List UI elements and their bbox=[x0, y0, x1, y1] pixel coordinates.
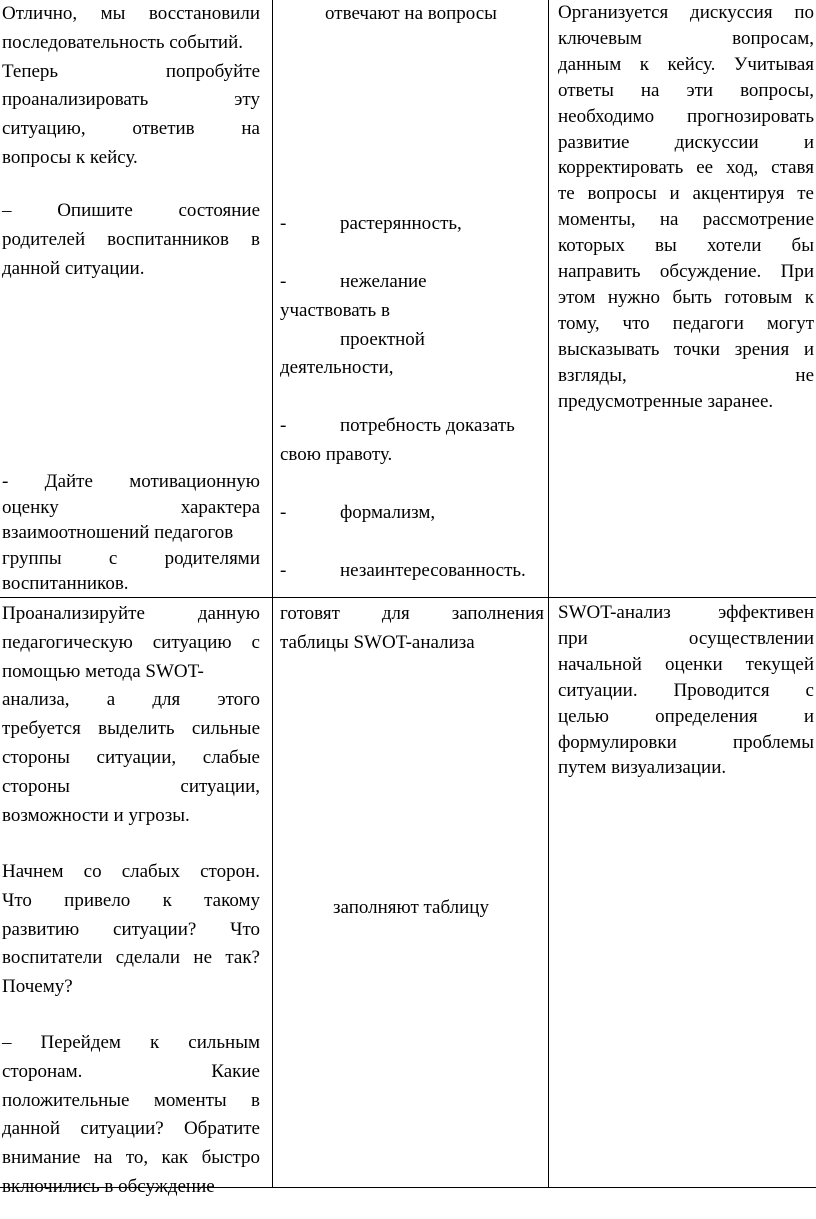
question-motivation bbox=[2, 469, 260, 597]
row1-comment bbox=[558, 0, 814, 415]
fill-table-activity: заполняют таблицу bbox=[333, 897, 489, 918]
comment-line: путем визуализации. bbox=[558, 757, 727, 779]
column-divider-1 bbox=[272, 0, 273, 1188]
prompt-line: Почему? bbox=[2, 976, 73, 998]
comment-line: данным к кейсу. Учитывая bbox=[558, 53, 814, 75]
prompt-line: развитию ситуации? Что bbox=[2, 918, 260, 940]
question-line: – Опишите состояние bbox=[2, 200, 261, 221]
column-divider-2 bbox=[548, 0, 549, 1188]
row2-swot-prompt bbox=[2, 600, 260, 830]
row-divider bbox=[0, 597, 816, 598]
question-line: - Дайте мотивационную bbox=[2, 471, 260, 492]
answer-item-cont: свою правоту. bbox=[280, 444, 393, 466]
weaknesses-question bbox=[2, 858, 260, 1002]
comment-line: начальной оценки текущей bbox=[558, 653, 814, 675]
answer-item-cont: участвовать в bbox=[280, 299, 390, 321]
prompt-line: требуется выделить сильные bbox=[2, 718, 260, 740]
comment-line: взгляды, не bbox=[558, 364, 814, 386]
prompt-line: педагогическую ситуацию с bbox=[2, 631, 260, 653]
answer-list bbox=[280, 210, 546, 586]
row2-comment bbox=[558, 600, 814, 781]
prompt-line: стороны ситуации, bbox=[2, 775, 260, 797]
prompt-line: воспитатели сделали не так? bbox=[2, 947, 260, 969]
answer-item: - незаинтересованность. bbox=[280, 560, 526, 582]
prompt-line: Начнем со слабых сторон. bbox=[2, 861, 260, 882]
question-line: родителей воспитанников в bbox=[2, 228, 260, 250]
activity-line: таблицы SWOT-анализа bbox=[280, 631, 475, 653]
comment-line: направить обсуждение. При bbox=[558, 261, 814, 283]
comment-line: предусмотренные заранее. bbox=[558, 390, 774, 412]
row2-student-activity bbox=[280, 600, 544, 658]
comment-line: высказывать точки зрения и bbox=[558, 338, 814, 360]
prompt-line: анализа, а для этого bbox=[2, 689, 260, 711]
comment-line: ситуации. Проводится с bbox=[558, 679, 814, 701]
question-line: взаимоотношений педагогов bbox=[2, 522, 234, 543]
question-line: группы с родителями bbox=[2, 547, 260, 569]
answer-item: - растерянность, bbox=[280, 213, 462, 234]
prompt-line: включились в обсуждение bbox=[2, 1175, 215, 1197]
comment-line: SWOT-анализ эффективен bbox=[558, 602, 814, 623]
prompt-line: Проанализируйте данную bbox=[2, 603, 260, 624]
row1-teacher-prompt bbox=[2, 0, 260, 173]
strengths-question bbox=[2, 1029, 260, 1202]
intro-line: проанализировать эту bbox=[2, 89, 260, 111]
comment-line: которых вы хотели бы bbox=[558, 235, 814, 257]
question-line: воспитанников. bbox=[2, 573, 129, 594]
comment-line: при осуществлении bbox=[558, 627, 814, 649]
comment-line: те вопросы и акцентируя те bbox=[558, 183, 814, 205]
intro-line: вопросы к кейсу. bbox=[2, 146, 138, 168]
prompt-line: внимание на то, как быстро bbox=[2, 1147, 260, 1169]
comment-line: формулировки проблемы bbox=[558, 731, 814, 753]
activity-line: готовят для заполнения bbox=[280, 603, 544, 624]
comment-line: Организуется дискуссия по bbox=[558, 2, 814, 23]
question-line: оценку характера bbox=[2, 496, 260, 518]
comment-line: моменты, на рассмотрение bbox=[558, 209, 814, 231]
comment-line: этом нужно быть готовым к bbox=[558, 286, 814, 308]
comment-line: развитие дискуссии и bbox=[558, 131, 814, 153]
intro-line: Теперь попробуйте bbox=[2, 60, 260, 82]
comment-line: целью определения и bbox=[558, 705, 814, 727]
intro-line: последовательность событий. bbox=[2, 31, 243, 53]
prompt-line: положительные моменты в bbox=[2, 1089, 260, 1111]
intro-line: ситуацию, ответив на bbox=[2, 118, 260, 140]
comment-line: ответы на эти вопросы, bbox=[558, 79, 814, 101]
comment-line: тому, что педагоги могут bbox=[558, 312, 814, 334]
answer-item-cont: проектной bbox=[340, 328, 425, 350]
answer-item: - формализм, bbox=[280, 502, 436, 524]
comment-line: ключевым вопросам, bbox=[558, 27, 814, 49]
answer-item: - нежелание bbox=[280, 271, 427, 292]
answer-item: - потребность доказать bbox=[280, 415, 515, 437]
prompt-line: Что привело к такому bbox=[2, 889, 260, 911]
comment-line: корректировать ее ход, ставя bbox=[558, 157, 814, 179]
prompt-line: данной ситуации? Обратите bbox=[2, 1118, 260, 1140]
prompt-line: стороны ситуации, слабые bbox=[2, 746, 260, 768]
prompt-line: возможности и угрозы. bbox=[2, 804, 190, 826]
comment-line: необходимо прогнозировать bbox=[558, 105, 814, 127]
answer-item-cont: деятельности, bbox=[280, 357, 394, 379]
prompt-line: сторонам. Какие bbox=[2, 1060, 260, 1082]
prompt-line: – Перейдем к сильным bbox=[2, 1032, 260, 1053]
prompt-line: помощью метода SWOT- bbox=[2, 660, 204, 682]
question-line: данной ситуации. bbox=[2, 257, 145, 279]
question-parent-state bbox=[2, 197, 260, 283]
intro-line: Отлично, мы восстановили bbox=[2, 3, 260, 24]
student-activity-head: отвечают на вопросы bbox=[325, 3, 497, 24]
